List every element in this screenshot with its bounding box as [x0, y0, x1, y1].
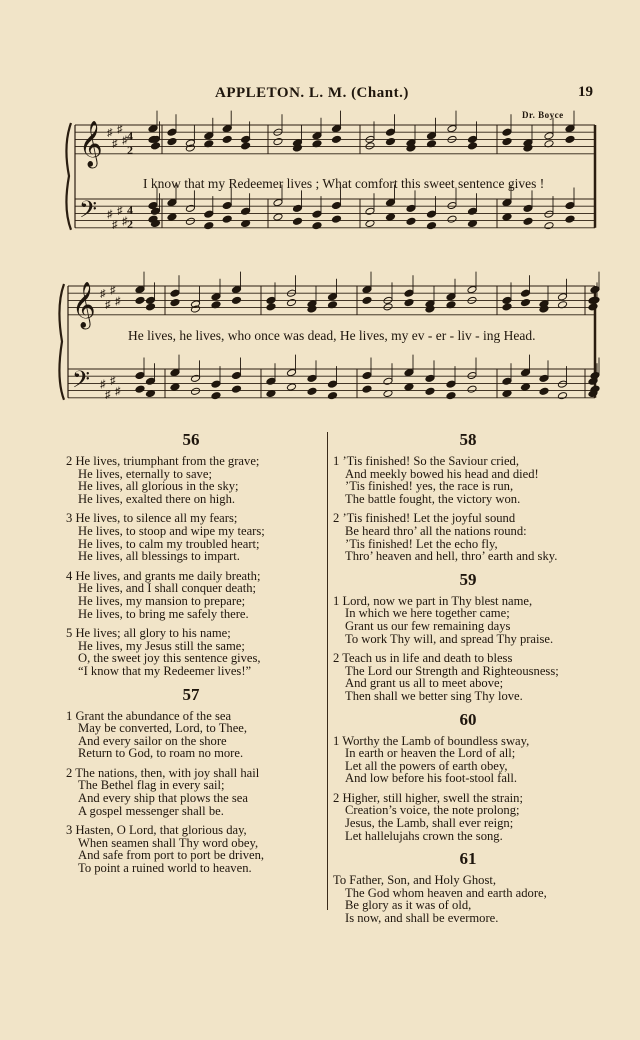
note-head — [406, 204, 416, 212]
note-head — [232, 385, 242, 393]
hymn-line: Grant us our few remaining days — [345, 618, 511, 633]
note-head — [383, 377, 393, 385]
note-head — [204, 222, 214, 230]
brace — [66, 123, 71, 230]
hymn-line: May be converted, Lord, to Thee, — [78, 721, 248, 736]
note-head — [383, 303, 393, 311]
note-head — [467, 285, 477, 293]
note-head — [222, 124, 232, 132]
sharp-icon: ♯ — [117, 204, 123, 217]
hymn-line: And every sailor on the shore — [78, 733, 227, 748]
hymn-line: He lives, to bring me safely there. — [78, 606, 249, 621]
note-head — [588, 377, 598, 385]
hymn-line: In which we here together came; — [345, 606, 510, 621]
note-head — [502, 303, 512, 311]
stanza — [333, 874, 603, 924]
stanza — [333, 652, 603, 702]
note-head — [446, 392, 456, 400]
hymn-line: 1 Lord, now we part in Thy blest name, — [333, 593, 533, 608]
hymn-line: He lives, exalted there on high. — [78, 491, 236, 506]
note-head — [232, 285, 242, 293]
hymn-line: 2 Teach us in life and death to bless — [333, 651, 513, 666]
note-head — [427, 222, 437, 230]
note-head — [590, 285, 600, 293]
note-head — [523, 204, 533, 212]
hymn-line: And every ship that plows the sea — [78, 791, 248, 806]
hymn-line: He lives, to calm my troubled heart; — [78, 536, 260, 551]
note-head — [328, 380, 338, 388]
note-head — [273, 137, 283, 145]
note-head — [558, 380, 568, 388]
note-head — [467, 385, 477, 393]
note-head — [502, 198, 512, 206]
hymn-number: 61 — [459, 849, 477, 869]
note-head — [332, 201, 342, 209]
hymn-line: Let all the powers of earth obey, — [345, 758, 508, 773]
time-signature: 4 — [127, 202, 133, 217]
note-head — [332, 135, 342, 143]
note-head — [468, 142, 478, 150]
note-head — [502, 296, 512, 304]
hymn-line: The Lord our Strength and Righteousness; — [345, 663, 559, 678]
sharp-icon: ♯ — [115, 385, 121, 398]
note-head — [266, 296, 276, 304]
note-head — [386, 128, 396, 136]
note-head — [241, 207, 251, 215]
note-head — [523, 217, 533, 225]
note-head — [425, 387, 435, 395]
note-head — [222, 201, 232, 209]
note-head — [544, 210, 554, 218]
note-head — [204, 132, 214, 140]
hymn-line: O, the sweet joy this sentence gives, — [78, 651, 261, 666]
hymn-line: And grant us all to meet above; — [345, 676, 504, 691]
note-head — [328, 293, 338, 301]
note-head — [148, 124, 158, 132]
note-head — [502, 137, 512, 145]
note-head — [135, 285, 145, 293]
treble-clef-icon: 𝄞 — [72, 281, 96, 328]
note-head — [404, 368, 414, 376]
left-column — [66, 430, 316, 882]
note-head — [362, 285, 372, 293]
note-head — [467, 371, 477, 379]
hymn-line: 2 The nations, then, with joy shall hail — [66, 765, 260, 780]
note-head — [167, 128, 177, 136]
page-number: 19 — [578, 84, 593, 100]
note-head — [185, 204, 195, 212]
music-score — [0, 0, 640, 420]
note-head — [362, 296, 372, 304]
note-head — [241, 135, 251, 143]
note-head — [222, 135, 232, 143]
hymn-number: 60 — [459, 709, 477, 729]
hymn-number: 57 — [182, 684, 200, 704]
note-head — [468, 135, 478, 143]
sharp-icon: ♯ — [122, 134, 128, 147]
column-divider — [327, 432, 328, 910]
note-head — [521, 383, 531, 391]
hymn-line: He lives, to stoop and wipe my tears; — [78, 523, 265, 538]
hymn-number: 58 — [459, 430, 477, 449]
hymn-line: Be heard thro’ all the nations round: — [345, 523, 527, 538]
hymn-line: Then shall we better sing Thy love. — [345, 688, 523, 703]
stanza — [66, 627, 316, 677]
note-head — [386, 213, 396, 221]
hymn-line: He lives, and I shall conquer death; — [78, 581, 257, 596]
sharp-icon: ♯ — [100, 378, 106, 391]
stanza — [333, 512, 603, 562]
note-head — [232, 296, 242, 304]
note-head — [146, 296, 156, 304]
hymn-line: 1 ’Tis finished! So the Saviour cried, — [333, 454, 519, 468]
hymn-line: 2 He lives, triumphant from the grave; — [66, 454, 260, 468]
hymn-line: 2 ’Tis finished! Let the joyful sound — [333, 511, 516, 526]
note-head — [544, 222, 554, 230]
tune-title: APPLETON. L. M. (Chant.) — [215, 85, 409, 101]
note-head — [332, 124, 342, 132]
hymn-number: 59 — [459, 569, 477, 589]
hymn-line: The battle fought, the victory won. — [345, 491, 521, 506]
hymn-line: To point a ruined world to heaven. — [78, 861, 252, 876]
time-signature: 2 — [127, 217, 133, 232]
hymn-line: 4 He lives, and grants me daily breath; — [66, 568, 261, 583]
note-head — [211, 392, 221, 400]
note-head — [427, 210, 437, 218]
note-head — [293, 204, 303, 212]
note-head — [146, 303, 156, 311]
hymn-line: Jesus, the Lamb, shall ever reign; — [345, 816, 514, 831]
hymn-line: Return to God, to roam no more. — [78, 746, 244, 761]
hymn-line: He lives, my Jesus still the same; — [78, 638, 245, 653]
note-head — [425, 374, 435, 382]
note-head — [386, 137, 396, 145]
note-head — [565, 124, 575, 132]
bass-clef-icon: 𝄢 — [72, 365, 91, 399]
hymn-line: He lives, all blessings to impart. — [78, 549, 240, 564]
note-head — [185, 217, 195, 225]
note-head — [588, 303, 598, 311]
hymn-line: Be glory as it was of old, — [345, 898, 472, 913]
hymn-line: 1 Grant the abundance of the sea — [66, 708, 232, 723]
note-head — [539, 387, 549, 395]
hymn-line: The God whom heaven and earth adore, — [345, 885, 547, 900]
note-head — [565, 215, 575, 223]
right-column — [333, 430, 603, 932]
hymn-line: In earth or heaven the Lord of all; — [345, 746, 516, 761]
hymn-line: And meekly bowed his head and died! — [345, 466, 539, 481]
sharp-icon: ♯ — [122, 215, 128, 228]
brace — [59, 284, 64, 400]
note-head — [539, 374, 549, 382]
sharp-icon: ♯ — [112, 219, 118, 232]
hymn-line: 1 Worthy the Lamb of boundless sway, — [333, 733, 530, 748]
music-system-1 — [66, 111, 595, 232]
note-head — [404, 383, 414, 391]
note-head — [362, 385, 372, 393]
note-head — [273, 213, 283, 221]
stanza — [333, 792, 603, 842]
time-signature: 4 — [127, 128, 133, 143]
note-head — [565, 201, 575, 209]
note-head — [293, 217, 303, 225]
note-head — [135, 385, 145, 393]
note-head — [266, 377, 276, 385]
hymn-line: 3 He lives, to silence all my fears; — [66, 511, 238, 526]
note-head — [362, 371, 372, 379]
note-head — [266, 303, 276, 311]
sharp-icon: ♯ — [107, 127, 113, 140]
stanza — [333, 735, 603, 785]
stanza — [66, 455, 316, 505]
stanza — [66, 767, 316, 817]
note-head — [191, 387, 201, 395]
note-head — [211, 293, 221, 301]
note-head — [502, 213, 512, 221]
note-head — [191, 374, 201, 382]
hymn-line: Is now, and shall be evermore. — [345, 911, 499, 926]
sharp-icon: ♯ — [100, 288, 106, 301]
note-head — [307, 374, 317, 382]
hymn-line: When seamen shall Thy word obey, — [78, 835, 259, 850]
hymn-number: 56 — [182, 430, 200, 449]
note-head — [468, 207, 478, 215]
note-head — [404, 298, 414, 306]
note-head — [170, 298, 180, 306]
hymn-line: “I know that my Redeemer lives!” — [78, 663, 252, 678]
note-head — [447, 201, 457, 209]
note-head — [502, 128, 512, 136]
hymn-line: He lives, eternally to save; — [78, 466, 212, 481]
hymn-line: The Bethel flag in every sail; — [78, 778, 225, 793]
note-head — [312, 132, 322, 140]
note-head — [365, 207, 375, 215]
note-head — [332, 215, 342, 223]
composer-credit: Dr. Boyce — [522, 110, 564, 120]
sharp-icon: ♯ — [117, 123, 123, 136]
note-head — [427, 132, 437, 140]
stanza — [333, 455, 603, 505]
time-signature: 2 — [127, 143, 133, 158]
note-head — [204, 210, 214, 218]
note-head — [167, 137, 177, 145]
lyric-line-1: I know that my Redeemer lives ; What comfort this sweet sentence gives ! — [143, 176, 545, 191]
note-head — [312, 222, 322, 230]
note-head — [273, 198, 283, 206]
hymn-line: And low before his foot-stool fall. — [345, 771, 518, 786]
note-head — [232, 371, 242, 379]
note-head — [502, 377, 512, 385]
note-head — [558, 293, 568, 301]
sharp-icon: ♯ — [105, 299, 111, 311]
sharp-icon: ♯ — [115, 295, 121, 308]
note-head — [146, 377, 156, 385]
treble-clef-icon: 𝄞 — [79, 120, 103, 167]
sharp-icon: ♯ — [105, 389, 111, 402]
note-head — [135, 296, 145, 304]
stanza — [333, 595, 603, 645]
lyric-line-2: He lives, he lives, who once was dead, He lives, my ev - er - liv - ing Head. — [128, 328, 536, 343]
hymn-line: Creation’s voice, the note prolong; — [345, 803, 520, 818]
note-head — [170, 289, 180, 297]
note-head — [446, 293, 456, 301]
sharp-icon: ♯ — [110, 284, 116, 297]
stanza — [66, 710, 316, 760]
stanza — [66, 570, 316, 620]
hymn-line: Thro’ heaven and hell, thro’ earth and sky. — [345, 549, 558, 564]
note-head — [241, 142, 251, 150]
note-head — [307, 387, 317, 395]
note-head — [447, 124, 457, 132]
hymn-line: ’Tis finished! Let the echo fly, — [345, 536, 498, 551]
sharp-icon: ♯ — [107, 208, 113, 221]
hymn-line: To work Thy will, and spread Thy praise. — [345, 631, 554, 646]
stanza — [66, 512, 316, 562]
note-head — [170, 368, 180, 376]
note-head — [544, 132, 554, 140]
note-head — [135, 371, 145, 379]
note-head — [447, 215, 457, 223]
note-head — [222, 215, 232, 223]
hymn-line: 2 Higher, still higher, swell the strain; — [333, 790, 523, 805]
note-head — [521, 368, 531, 376]
hymn-line: And safe from port to port be driven, — [78, 848, 265, 863]
hymn-line: To Father, Son, and Holy Ghost, — [333, 873, 497, 888]
note-head — [386, 198, 396, 206]
sharp-icon: ♯ — [110, 374, 116, 387]
note-head — [167, 213, 177, 221]
note-head — [211, 380, 221, 388]
note-head — [404, 289, 414, 297]
note-head — [406, 217, 416, 225]
stanza — [66, 824, 316, 874]
hymn-line: 3 Hasten, O Lord, that glorious day, — [66, 823, 247, 838]
note-head — [167, 198, 177, 206]
hymn-line: ’Tis finished! yes, the race is run, — [345, 479, 514, 494]
note-head — [365, 142, 375, 150]
note-head — [521, 289, 531, 297]
hymn-line: He lives, all glorious in the sky; — [78, 479, 239, 494]
note-head — [558, 392, 568, 400]
note-head — [170, 383, 180, 391]
note-head — [312, 210, 322, 218]
hymn-line: Let hallelujahs crown the song. — [345, 828, 503, 843]
sharp-icon: ♯ — [112, 138, 118, 150]
hymn-line: A gospel messenger shall be. — [78, 803, 224, 818]
note-head — [287, 368, 297, 376]
note-head — [521, 298, 531, 306]
note-head — [287, 383, 297, 391]
note-head — [287, 298, 297, 306]
hymn-line: 5 He lives; all glory to his name; — [66, 626, 231, 641]
note-head — [565, 135, 575, 143]
hymn-line: He lives, my mansion to prepare; — [78, 593, 246, 608]
note-head — [328, 392, 338, 400]
bass-clef-icon: 𝄢 — [79, 195, 98, 229]
note-head — [446, 380, 456, 388]
